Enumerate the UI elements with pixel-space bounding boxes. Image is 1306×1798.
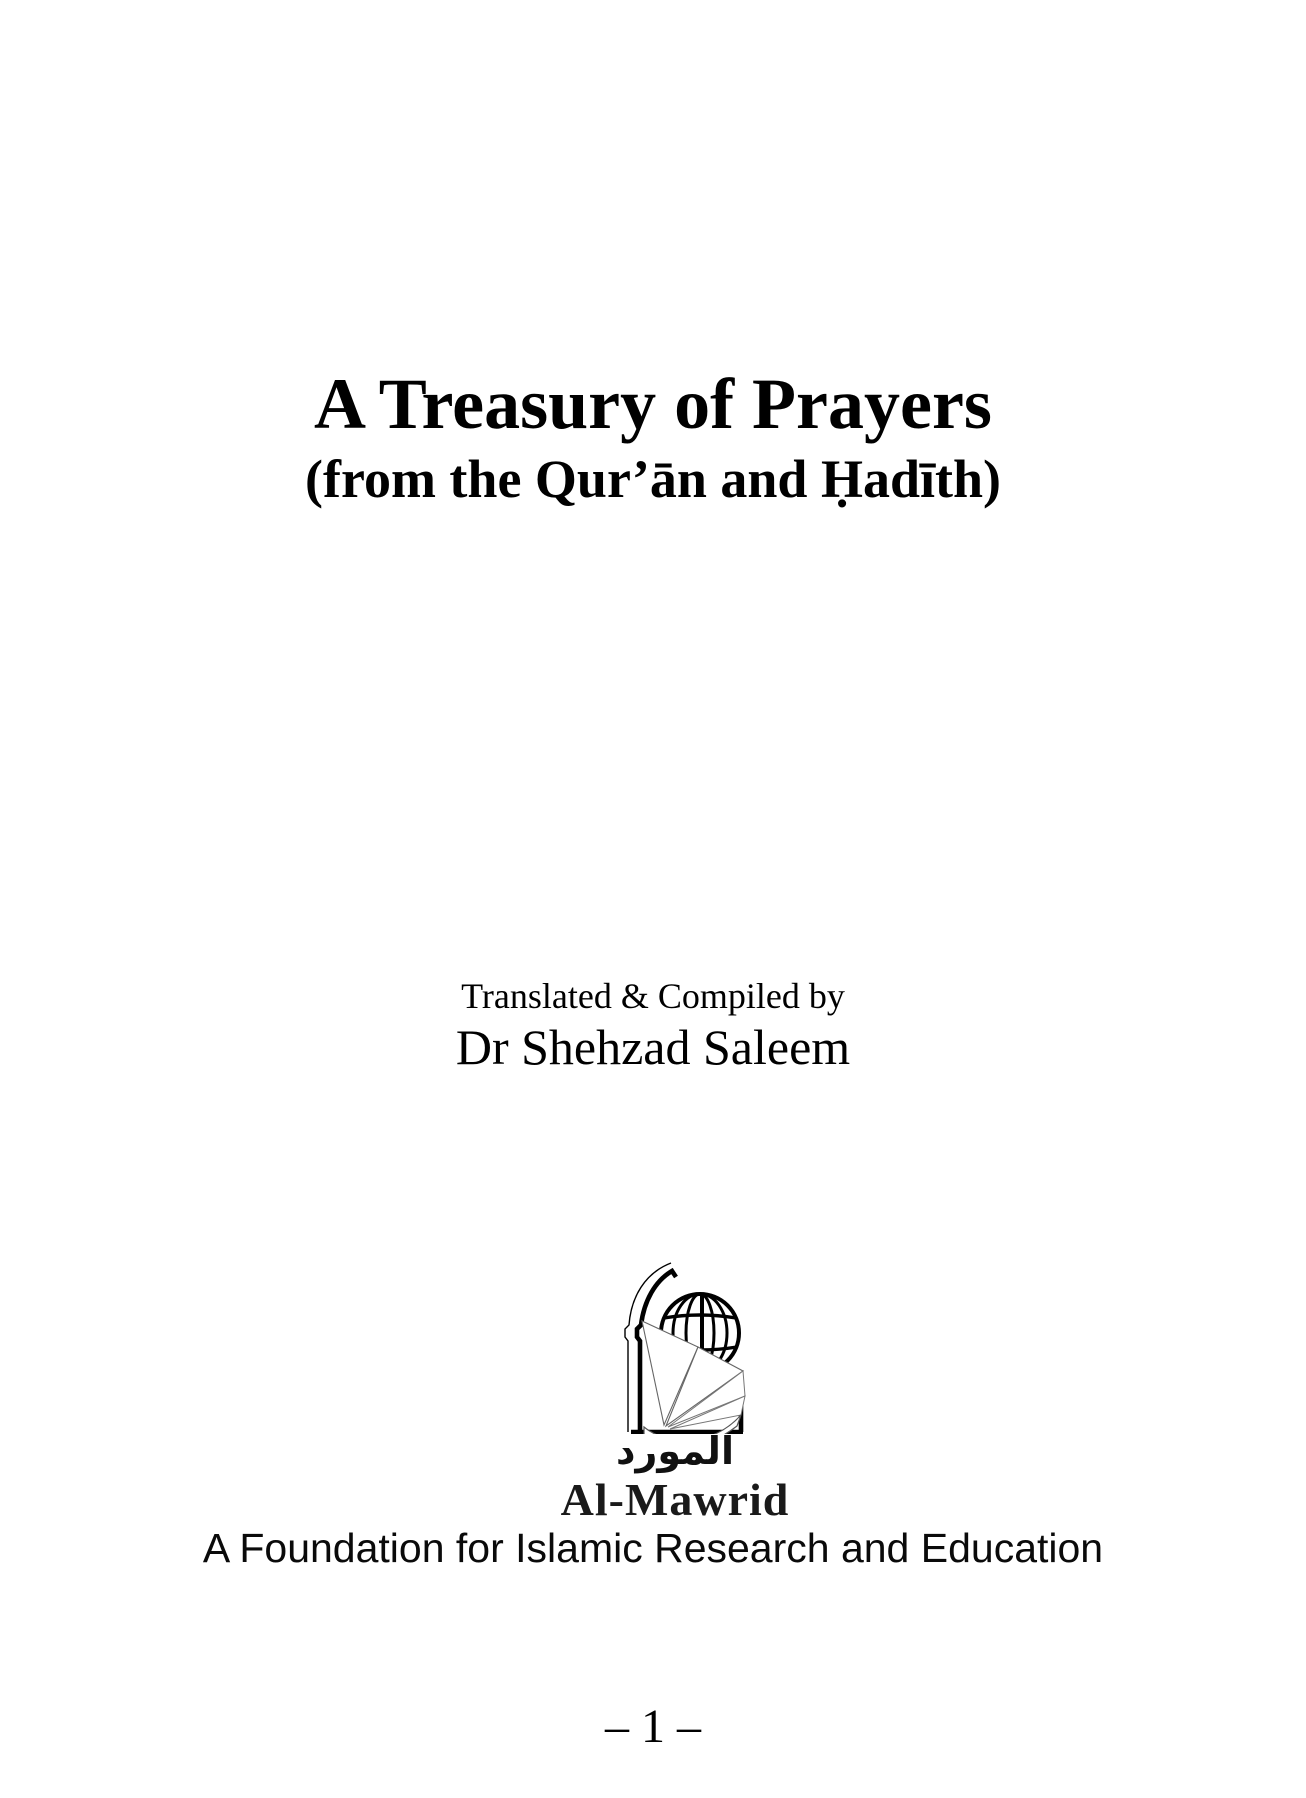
book-title: A Treasury of Prayers <box>314 364 992 444</box>
page-number: – 1 – <box>605 1700 701 1754</box>
open-book-icon <box>642 1321 745 1434</box>
logo-arabic-wordmark: المورد <box>616 1428 734 1473</box>
al-mawrid-logo-icon <box>600 1259 750 1434</box>
author-name: Dr Shehzad Saleem <box>455 1019 851 1076</box>
foundation-tagline: A Foundation for Islamic Research and Education <box>202 1525 1104 1572</box>
logo-latin-wordmark: Al-Mawrid <box>560 1473 790 1525</box>
al-mawrid-logo <box>561 1077 790 1524</box>
book-subtitle: (from the Qur’ān and Ḥadīth) <box>304 449 1001 509</box>
byline-label: Translated & Compiled by <box>461 976 845 1016</box>
